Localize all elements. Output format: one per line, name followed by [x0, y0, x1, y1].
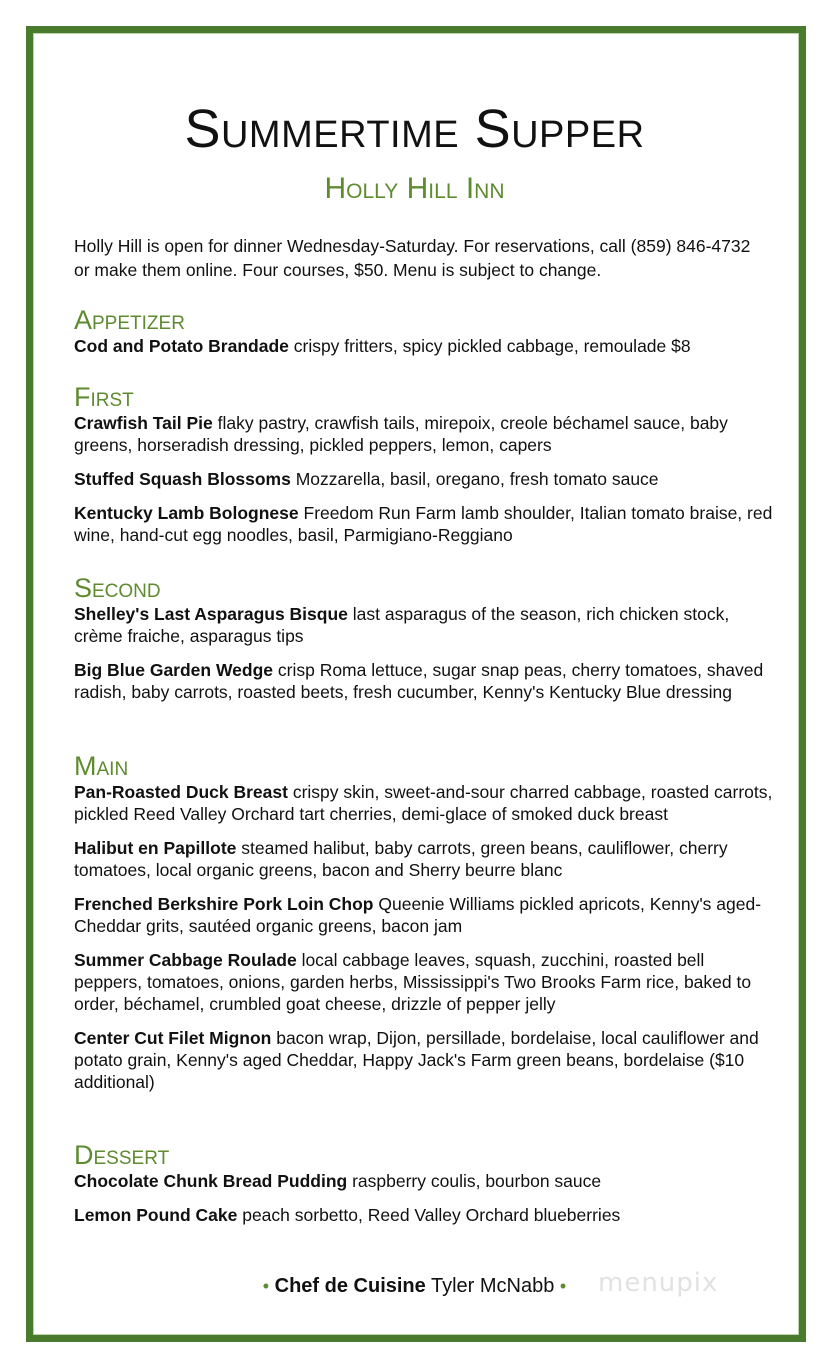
menu-item	[74, 1204, 774, 1226]
item-name: Kentucky Lamb Bolognese	[74, 503, 299, 523]
item-name: Stuffed Squash Blossoms	[74, 469, 291, 489]
section-heading: First	[74, 382, 134, 412]
menu-item	[74, 412, 774, 456]
menu-item	[74, 781, 774, 825]
item-description: flaky pastry, crawfish tails, mirepoix, creole béchamel sauce, baby greens, horseradish dressing, pickled peppers, lemon, capers	[74, 413, 728, 455]
menu-item	[74, 502, 774, 546]
section-dessert	[74, 1140, 774, 1238]
intro-paragraph: Holly Hill is open for dinner Wednesday-Saturday. For reservations, call (859) 846-4732 or make them online. Four courses, $50. Menu is subject to change.	[74, 236, 751, 280]
item-name: Halibut en Papillote	[74, 838, 237, 858]
section-main	[74, 751, 774, 1105]
menu-item	[74, 659, 774, 703]
bullet-icon: •	[262, 1276, 270, 1296]
item-description: Freedom Run Farm lamb shoulder, Italian tomato braise, red wine, hand-cut egg noodles, basil, Parmigiano-Reggiano	[74, 503, 773, 545]
bullet-icon: •	[559, 1276, 567, 1296]
menu-item	[74, 949, 774, 1015]
item-name: Chocolate Chunk Bread Pudding	[74, 1171, 348, 1191]
item-description: raspberry coulis, bourbon sauce	[347, 1171, 602, 1191]
item-description: steamed halibut, baby carrots, green beans, cauliflower, cherry tomatoes, local organic greens, bacon and Sherry beurre blanc	[74, 838, 728, 880]
section-heading: Second	[74, 573, 161, 603]
item-description: crisp Roma lettuce, sugar snap peas, cherry tomatoes, shaved radish, baby carrots, roasted beets, fresh cucumber, Kenny's Kentucky Blue dressing	[74, 660, 764, 702]
item-name: Center Cut Filet Mignon	[74, 1028, 272, 1048]
menu-item	[74, 1027, 774, 1093]
menu-title: Summertime Supper	[184, 99, 645, 159]
section-first	[74, 382, 774, 558]
item-name: Summer Cabbage Roulade	[74, 950, 297, 970]
menu-item	[74, 335, 774, 357]
item-description: peach sorbetto, Reed Valley Orchard blueberries	[237, 1205, 621, 1225]
menu-item	[74, 468, 774, 490]
item-description: Mozzarella, basil, oregano, fresh tomato sauce	[290, 469, 659, 489]
menu-item	[74, 603, 774, 647]
item-name: Lemon Pound Cake	[74, 1205, 238, 1225]
restaurant-name: Holly Hill Inn	[324, 172, 505, 205]
item-name: Crawfish Tail Pie	[74, 413, 213, 433]
section-heading: Appetizer	[74, 305, 185, 335]
section-heading: Main	[74, 751, 129, 781]
chef-role: Chef de Cuisine	[274, 1275, 426, 1297]
section-appetizer	[74, 305, 774, 369]
item-name: Pan-Roasted Duck Breast	[74, 782, 288, 802]
item-description: bacon wrap, Dijon, persillade, bordelaise, local cauliflower and potato grain, Kenny's aged Cheddar, Happy Jack's Farm green beans, bordelaise ($10 additional)	[74, 1028, 759, 1092]
item-name: Frenched Berkshire Pork Loin Chop	[74, 894, 374, 914]
menu-item	[74, 893, 774, 937]
menu-item	[74, 837, 774, 881]
item-description: last asparagus of the season, rich chicken stock, crème fraiche, asparagus tips	[74, 604, 730, 646]
chef-name: Tyler McNabb	[425, 1275, 555, 1297]
section-second	[74, 573, 774, 715]
item-description: crispy fritters, spicy pickled cabbage, remoulade $8	[288, 336, 691, 356]
item-description: local cabbage leaves, squash, zucchini, roasted bell peppers, tomatoes, onions, garden herbs, Mississippi's Two Brooks Farm rice, baked to order, béchamel, crumbled goat cheese, drizzle of pepper jelly	[74, 950, 752, 1014]
item-name: Shelley's Last Asparagus Bisque	[74, 604, 348, 624]
section-heading: Dessert	[74, 1140, 170, 1170]
watermark-logo: menupix	[598, 1268, 719, 1298]
menu-item	[74, 1170, 774, 1192]
item-description: Queenie Williams pickled apricots, Kenny's aged-Cheddar grits, sautéed organic greens, bacon jam	[74, 894, 762, 936]
item-name: Big Blue Garden Wedge	[74, 660, 274, 680]
item-description: crispy skin, sweet-and-sour charred cabbage, roasted carrots, pickled Reed Valley Orchard tart cherries, demi-glace of smoked duck breast	[74, 782, 773, 824]
item-name: Cod and Potato Brandade	[74, 336, 289, 356]
